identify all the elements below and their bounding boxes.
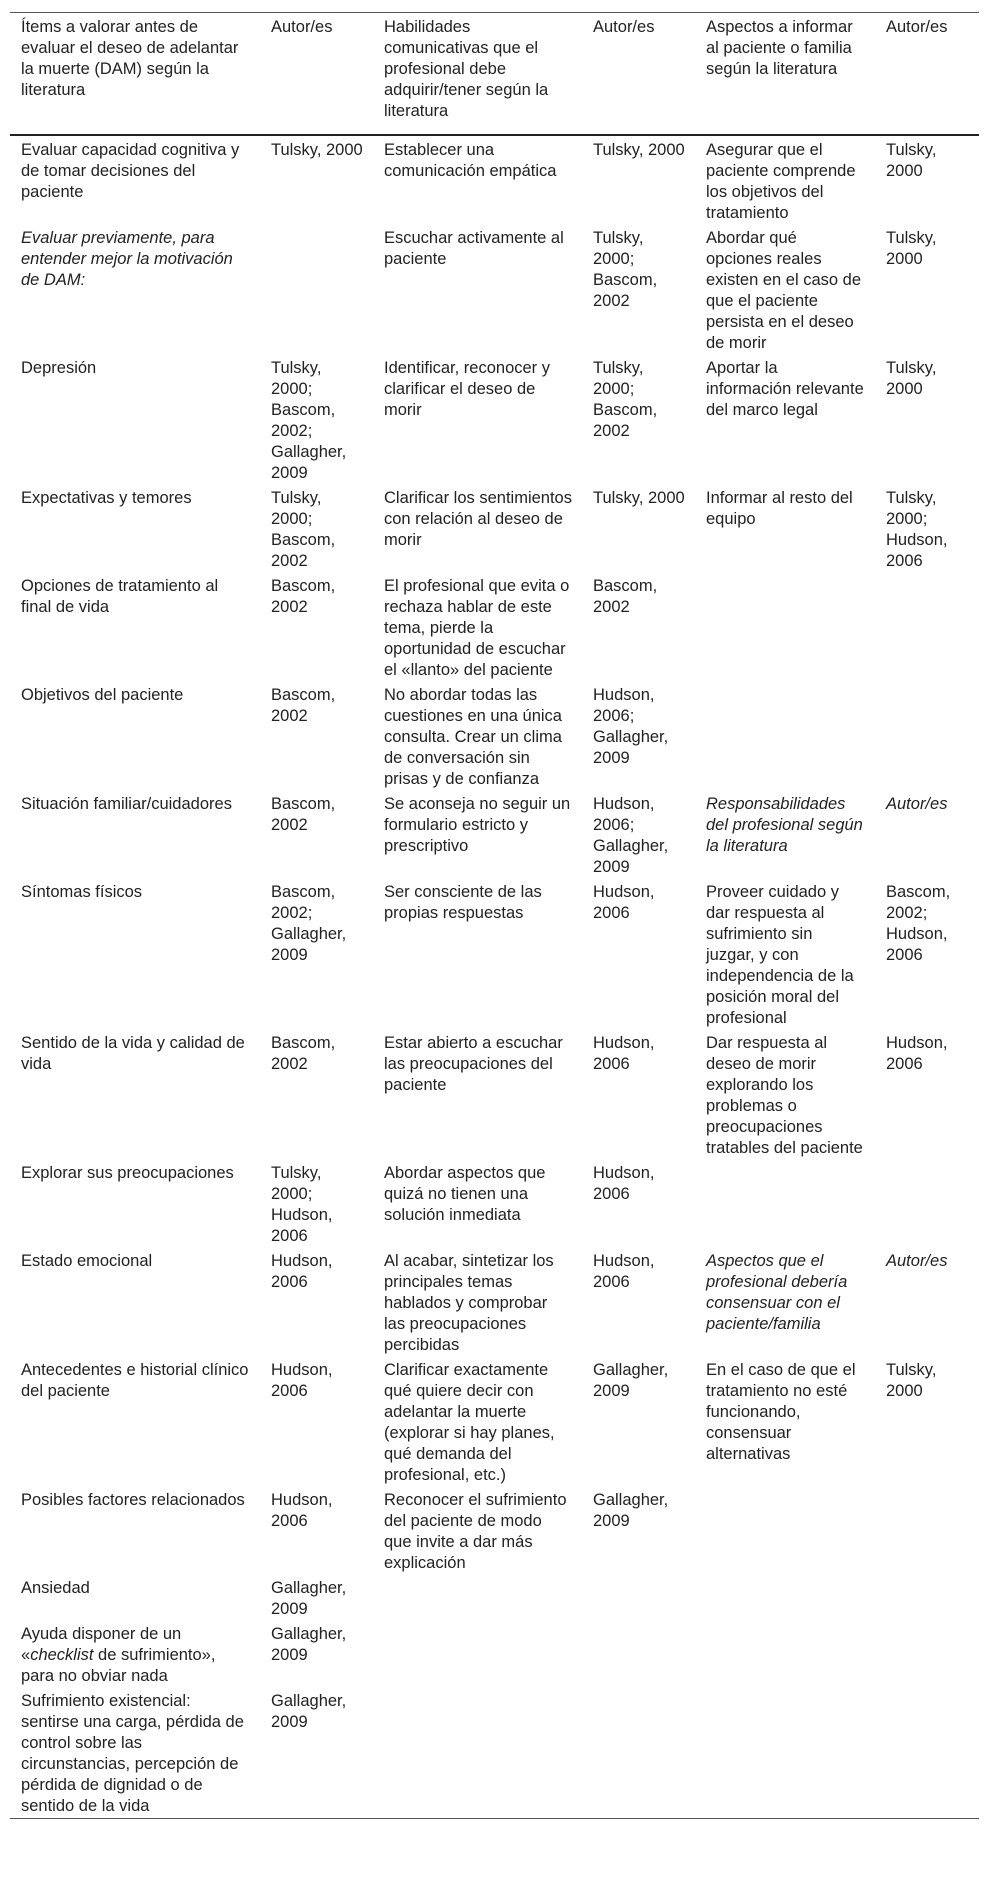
item-cell: Evaluar previamente, para entender mejor la motivación de DAM: bbox=[21, 229, 233, 289]
skill-author-cell: Bascom, 2002 bbox=[593, 577, 658, 616]
inform-cell: Informar al resto del equipo bbox=[706, 489, 853, 528]
skill-cell: El profesional que evita o rechaza hablar de este tema, pierde la oportunidad de escuchar el «llanto» del paciente bbox=[384, 577, 570, 679]
item-author-cell: Bascom, 2002 bbox=[271, 1034, 336, 1073]
item-author-cell: Gallagher, 2009 bbox=[271, 1692, 347, 1731]
consensus-header: Aspectos que el profesional debería consensuar con el paciente/familia bbox=[706, 1252, 848, 1333]
item-author-cell: Tulsky, 2000 bbox=[271, 141, 363, 159]
skill-cell: Clarificar exactamente qué quiere decir con adelantar la muerte (explorar si hay planes, qué demanda del profesional, etc.) bbox=[384, 1361, 555, 1484]
empty-cell bbox=[875, 1688, 979, 1819]
item-text-emphasis: checklist bbox=[30, 1646, 94, 1664]
item-cell: Expectativas y temores bbox=[21, 489, 192, 507]
header-items: Ítems a valorar antes de evaluar el deseo de adelantar la muerte (DAM) según la literatura bbox=[10, 13, 260, 136]
table-row bbox=[10, 1248, 979, 1357]
empty-cell bbox=[373, 1621, 582, 1688]
skill-cell: Clarificar los sentimientos con relación al deseo de morir bbox=[384, 489, 572, 549]
item-author-cell: Tulsky, 2000; Bascom, 2002 bbox=[271, 489, 336, 570]
item-cell: Explorar sus preocupaciones bbox=[21, 1164, 234, 1182]
skill-cell: Identificar, reconocer y clarificar el deseo de morir bbox=[384, 359, 550, 419]
skill-author-cell: Tulsky, 2000 bbox=[593, 141, 685, 159]
table-row bbox=[10, 1487, 979, 1575]
responsibilities-author-header: Autor/es bbox=[886, 795, 948, 813]
item-author-cell: Hudson, 2006 bbox=[271, 1361, 333, 1400]
empty-cell bbox=[373, 1575, 582, 1621]
item-cell: Opciones de tratamiento al final de vida bbox=[21, 577, 219, 616]
inform-cell: Aportar la información relevante del marco legal bbox=[706, 359, 864, 419]
skill-author-cell: Hudson, 2006; Gallagher, 2009 bbox=[593, 686, 669, 767]
item-cell: Evaluar capacidad cognitiva y de tomar decisiones del paciente bbox=[21, 141, 240, 201]
empty-cell bbox=[582, 1621, 695, 1688]
table-row bbox=[10, 682, 979, 791]
inform-cell: Abordar qué opciones reales existen en el caso de que el paciente persista en el deseo de morir bbox=[706, 229, 862, 352]
responsibility-cell: Dar respuesta al deseo de morir explorando los problemas o preocupaciones tratables del paciente bbox=[706, 1034, 863, 1157]
table-row bbox=[10, 879, 979, 1030]
skill-author-cell: Hudson, 2006; Gallagher, 2009 bbox=[593, 795, 669, 876]
skill-cell: Se aconseja no seguir un formulario estricto y prescriptivo bbox=[384, 795, 571, 855]
header-authors-1: Autor/es bbox=[260, 13, 373, 136]
table-row bbox=[10, 1160, 979, 1248]
inform-author-cell: Tulsky, 2000 bbox=[886, 229, 937, 268]
table-row bbox=[10, 573, 979, 682]
skill-cell: Abordar aspectos que quizá no tienen una solución inmediata bbox=[384, 1164, 546, 1224]
skill-cell: Ser consciente de las propias respuestas bbox=[384, 883, 542, 922]
empty-cell bbox=[695, 1621, 875, 1688]
item-author-cell bbox=[260, 225, 373, 355]
item-author-cell: Tulsky, 2000; Bascom, 2002; Gallagher, 2009 bbox=[271, 359, 347, 482]
skill-author-cell: Hudson, 2006 bbox=[593, 1252, 655, 1291]
item-text-end: de sufrimiento», para no obviar nada bbox=[21, 1646, 216, 1685]
responsibility-cell: Proveer cuidado y dar respuesta al sufrimiento sin juzgar, y con independencia de la posición moral del profesional bbox=[706, 883, 854, 1027]
consensus-cell: En el caso de que el tratamiento no esté funcionando, consensuar alternativas bbox=[706, 1361, 856, 1463]
skill-cell: Reconocer el sufrimiento del paciente de modo que invite a dar más explicación bbox=[384, 1491, 567, 1572]
skill-cell: Escuchar activamente al paciente bbox=[384, 229, 564, 268]
skill-author-cell: Hudson, 2006 bbox=[593, 883, 655, 922]
empty-cell bbox=[373, 1688, 582, 1819]
table-row bbox=[10, 355, 979, 485]
item-author-cell: Bascom, 2002 bbox=[271, 686, 336, 725]
skill-cell: Al acabar, sintetizar los principales temas hablados y comprobar las preocupaciones percibidas bbox=[384, 1252, 554, 1354]
item-cell: Sentido de la vida y calidad de vida bbox=[21, 1034, 245, 1073]
table-row bbox=[10, 485, 979, 573]
item-author-cell: Gallagher, 2009 bbox=[271, 1625, 347, 1664]
table-header-row bbox=[10, 13, 979, 136]
item-author-cell: Bascom, 2002 bbox=[271, 577, 336, 616]
responsibilities-header: Responsabilidades del profesional según la literatura bbox=[706, 795, 863, 855]
skill-author-cell: Tulsky, 2000 bbox=[593, 489, 685, 507]
item-cell: Ansiedad bbox=[21, 1579, 90, 1597]
table-row bbox=[10, 1030, 979, 1160]
item-author-cell: Bascom, 2002; Gallagher, 2009 bbox=[271, 883, 347, 964]
header-skills: Habilidades comunicativas que el profesional debe adquirir/tener según la literatura bbox=[373, 13, 582, 136]
item-author-cell: Bascom, 2002 bbox=[271, 795, 336, 834]
table-row bbox=[10, 1621, 979, 1688]
skill-author-cell: Hudson, 2006 bbox=[593, 1034, 655, 1073]
skill-author-cell: Tulsky, 2000; Bascom, 2002 bbox=[593, 359, 658, 440]
skill-cell: Establecer una comunicación empática bbox=[384, 141, 557, 180]
empty-cell bbox=[582, 1688, 695, 1819]
item-cell bbox=[10, 1621, 260, 1688]
item-author-cell: Tulsky, 2000; Hudson, 2006 bbox=[271, 1164, 333, 1245]
item-author-cell: Hudson, 2006 bbox=[271, 1252, 333, 1291]
inform-author-cell: Tulsky, 2000 bbox=[886, 141, 937, 180]
empty-cell bbox=[875, 682, 979, 791]
empty-cell bbox=[875, 1621, 979, 1688]
responsibility-author-cell: Hudson, 2006 bbox=[886, 1034, 948, 1073]
empty-cell bbox=[695, 682, 875, 791]
consensus-author-header: Autor/es bbox=[886, 1252, 948, 1270]
item-author-cell: Hudson, 2006 bbox=[271, 1491, 333, 1530]
item-cell: Posibles factores relacionados bbox=[21, 1491, 245, 1509]
header-authors-2: Autor/es bbox=[582, 13, 695, 136]
skill-author-cell: Gallagher, 2009 bbox=[593, 1491, 669, 1530]
empty-cell bbox=[695, 1487, 875, 1575]
responsibility-author-cell: Bascom, 2002; Hudson, 2006 bbox=[886, 883, 951, 964]
item-cell: Sufrimiento existencial: sentirse una carga, pérdida de control sobre las circunstancias, percepción de pérdida de dignidad o de sentido de la vida bbox=[21, 1692, 244, 1815]
skill-cell: Estar abierto a escuchar las preocupaciones del paciente bbox=[384, 1034, 563, 1094]
header-inform: Aspectos a informar al paciente o familia según la literatura bbox=[695, 13, 875, 136]
table-row bbox=[10, 1575, 979, 1621]
empty-cell bbox=[695, 1688, 875, 1819]
inform-author-cell: Tulsky, 2000; Hudson, 2006 bbox=[886, 489, 948, 570]
table-row bbox=[10, 1688, 979, 1819]
item-author-cell: Gallagher, 2009 bbox=[271, 1579, 347, 1618]
empty-cell bbox=[695, 573, 875, 682]
table-row bbox=[10, 135, 979, 225]
inform-cell: Asegurar que el paciente comprende los objetivos del tratamiento bbox=[706, 141, 856, 222]
item-cell: Antecedentes e historial clínico del paciente bbox=[21, 1361, 249, 1400]
table-row bbox=[10, 791, 979, 879]
item-cell: Situación familiar/cuidadores bbox=[21, 795, 232, 813]
empty-cell bbox=[875, 1487, 979, 1575]
skill-cell: No abordar todas las cuestiones en una única consulta. Crear un clima de conversación sin prisas y de confianza bbox=[384, 686, 562, 788]
skill-author-cell: Tulsky, 2000; Bascom, 2002 bbox=[593, 229, 658, 310]
empty-cell bbox=[695, 1160, 875, 1248]
table-row bbox=[10, 1357, 979, 1487]
empty-cell bbox=[875, 1575, 979, 1621]
item-text-start: Ayuda disponer de un « bbox=[21, 1625, 182, 1664]
item-cell: Estado emocional bbox=[21, 1252, 153, 1270]
consensus-author-cell: Tulsky, 2000 bbox=[886, 1361, 937, 1400]
table-row bbox=[10, 225, 979, 355]
empty-cell bbox=[582, 1575, 695, 1621]
empty-cell bbox=[695, 1575, 875, 1621]
item-cell: Objetivos del paciente bbox=[21, 686, 184, 704]
empty-cell bbox=[875, 1160, 979, 1248]
header-authors-3: Autor/es bbox=[875, 13, 979, 136]
empty-cell bbox=[875, 573, 979, 682]
literature-table bbox=[10, 12, 979, 1819]
item-cell: Síntomas físicos bbox=[21, 883, 143, 901]
inform-author-cell: Tulsky, 2000 bbox=[886, 359, 937, 398]
skill-author-cell: Gallagher, 2009 bbox=[593, 1361, 669, 1400]
item-cell: Depresión bbox=[21, 359, 97, 377]
skill-author-cell: Hudson, 2006 bbox=[593, 1164, 655, 1203]
